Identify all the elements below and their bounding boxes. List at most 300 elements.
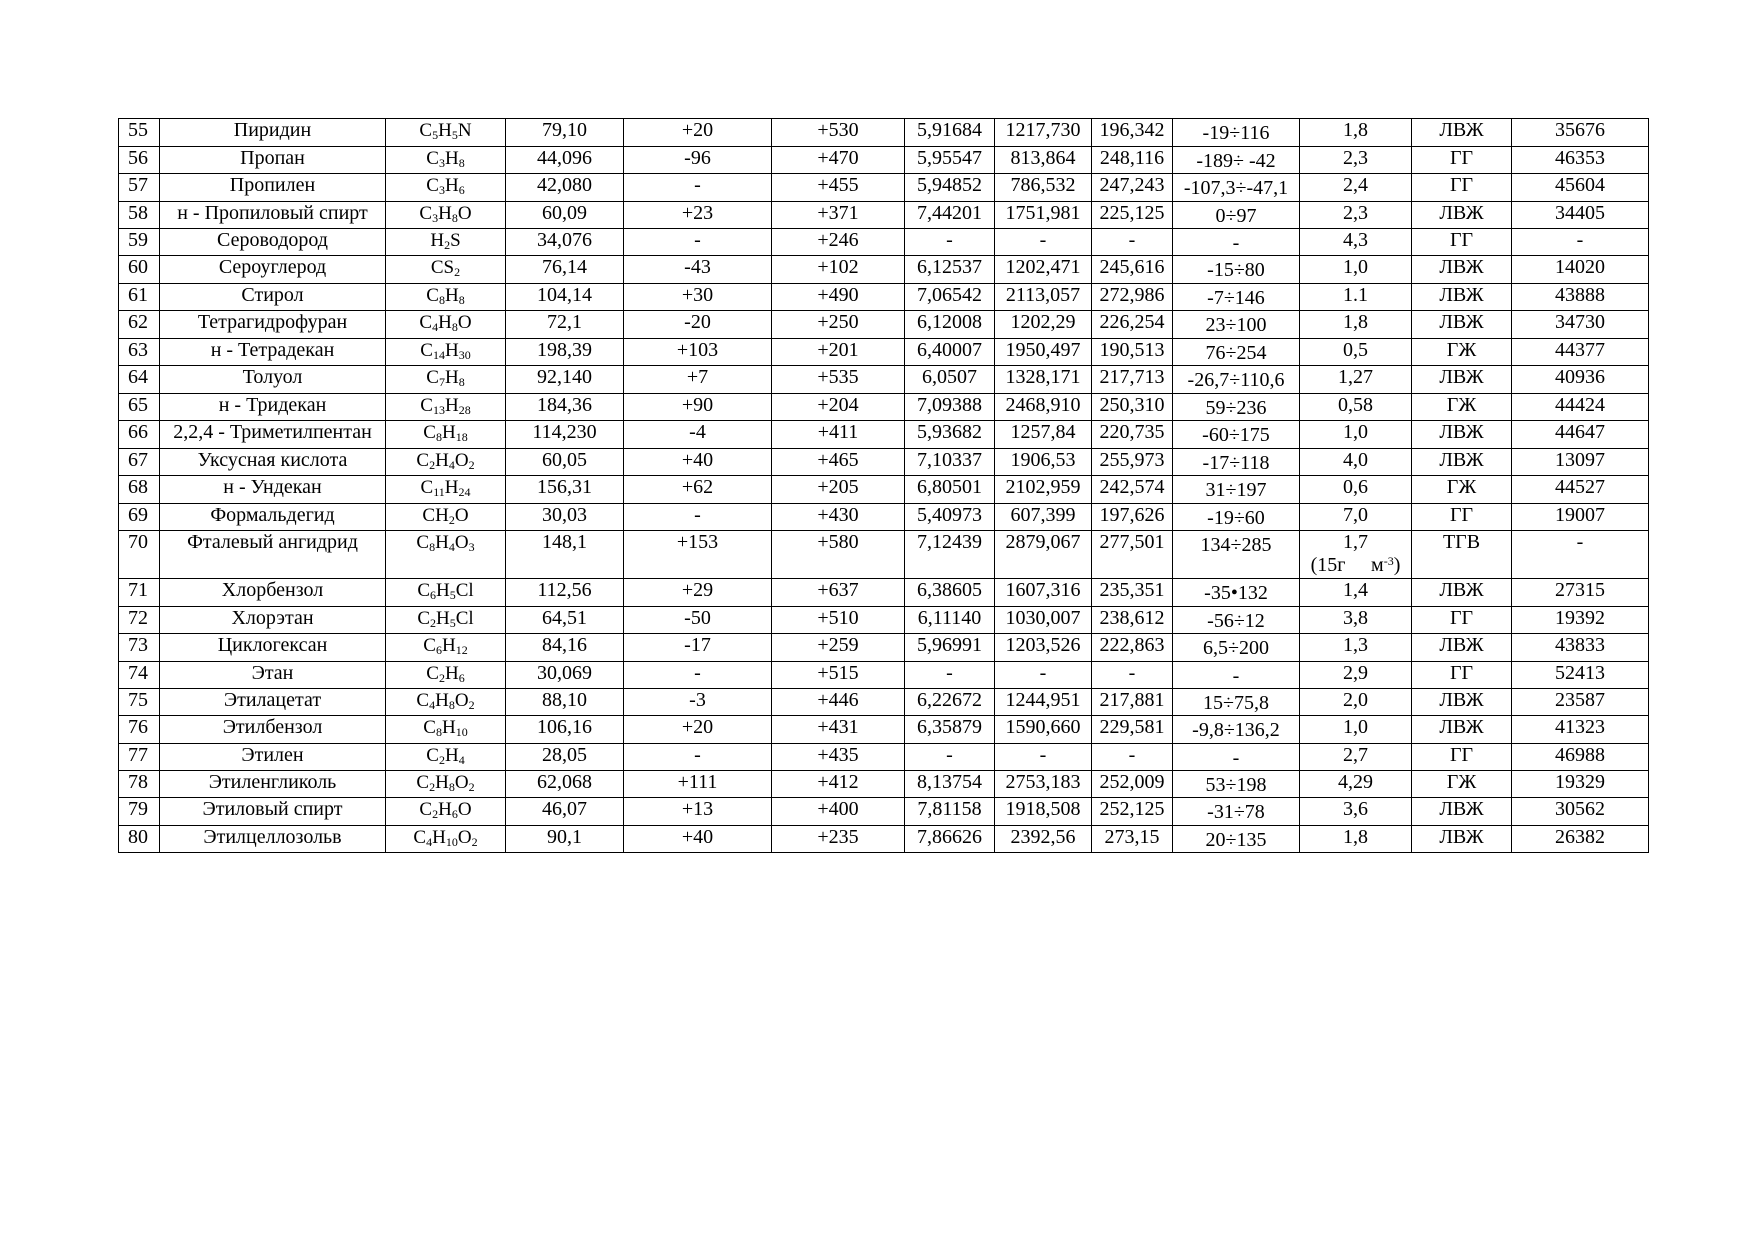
heat-of-combustion-cell: 40936	[1512, 366, 1649, 394]
ignition-temperature-cell: +235	[772, 825, 905, 853]
heat-of-combustion-cell: 19329	[1512, 770, 1649, 798]
ignition-temperature-cell: +250	[772, 311, 905, 339]
temperature-range-cell: 0÷97	[1173, 201, 1300, 229]
formula-subscript: 2	[429, 779, 436, 794]
formula-element: C	[423, 717, 436, 738]
formula-element: CS	[430, 257, 455, 278]
formula-element: H	[444, 284, 459, 306]
row-number-cell: 67	[119, 448, 160, 476]
formula-subscript: 2	[448, 512, 455, 527]
molar-mass-cell: 84,16	[506, 634, 624, 662]
substance-name-cell: Сероуглерод	[160, 256, 386, 284]
antoine-b-cell: 1217,730	[995, 119, 1092, 147]
molar-mass-cell: 34,076	[506, 229, 624, 256]
ignition-temperature-cell: +246	[772, 229, 905, 256]
formula-element: H	[438, 799, 452, 820]
antoine-c-cell: 235,351	[1092, 579, 1173, 607]
heat-of-combustion-cell: 44527	[1512, 476, 1649, 504]
chemical-formula-cell	[386, 201, 506, 229]
formula-subscript: 2	[438, 670, 445, 685]
chemical-formula-cell	[386, 634, 506, 662]
antoine-c-cell: -	[1092, 229, 1173, 256]
temperature-range-cell: 59÷236	[1173, 393, 1300, 421]
temperature-range-cell: 23÷100	[1173, 311, 1300, 339]
formula-element: C	[420, 477, 434, 498]
formula-element: H	[438, 312, 452, 333]
formula-element: O	[457, 202, 472, 224]
antoine-c-cell: 196,342	[1092, 119, 1173, 147]
ignition-temperature-cell: +446	[772, 688, 905, 716]
hazard-class-cell: ЛВЖ	[1412, 716, 1512, 744]
table-body	[119, 119, 1649, 853]
antoine-a-cell: 6,35879	[905, 716, 995, 744]
row-number-cell: 60	[119, 256, 160, 284]
antoine-c-cell: 248,116	[1092, 146, 1173, 174]
hazard-class-cell: ЛВЖ	[1412, 256, 1512, 284]
chemical-formula-cell	[386, 661, 506, 688]
ignition-temperature-cell: +455	[772, 174, 905, 202]
antoine-c-cell: 255,973	[1092, 448, 1173, 476]
antoine-b-cell: 1257,84	[995, 421, 1092, 449]
antoine-c-cell: -	[1092, 661, 1173, 688]
table-row	[119, 579, 1649, 607]
antoine-b-cell: 2392,56	[995, 825, 1092, 853]
temperature-range-cell: 76÷254	[1173, 338, 1300, 366]
antoine-b-cell: -	[995, 661, 1092, 688]
formula-subscript: 3	[468, 540, 475, 554]
antoine-a-cell: 5,96991	[905, 634, 995, 662]
chemical-formula-cell	[386, 798, 506, 826]
antoine-a-cell: 5,91684	[905, 119, 995, 147]
row-number-cell: 76	[119, 716, 160, 744]
temperature-range-cell: -9,8÷136,2	[1173, 716, 1300, 744]
antoine-a-cell: 7,86626	[905, 825, 995, 853]
lower-explosive-limit-cell: 2,3	[1300, 146, 1412, 174]
antoine-b-cell: 1244,951	[995, 688, 1092, 716]
formula-subscript: 5	[432, 128, 439, 142]
hazard-class-cell: ГГ	[1412, 743, 1512, 770]
temperature-range-cell: 31÷197	[1173, 476, 1300, 504]
antoine-b-cell: 1328,171	[995, 366, 1092, 394]
formula-element: N	[457, 120, 472, 141]
row-number-cell: 80	[119, 825, 160, 853]
lower-explosive-limit-cell: 1,3	[1300, 634, 1412, 662]
formula-element: H	[444, 394, 459, 416]
formula-subscript: 30	[458, 347, 471, 362]
hazard-class-cell: ЛВЖ	[1412, 634, 1512, 662]
heat-of-combustion-cell: 23587	[1512, 688, 1649, 716]
antoine-a-cell: 7,12439	[905, 531, 995, 579]
unit-exponent: -3	[1383, 554, 1394, 568]
formula-subscript: 10	[455, 725, 468, 739]
substance-name-cell: Сероводород	[160, 229, 386, 256]
chemical-formula-cell	[386, 448, 506, 476]
ignition-temperature-cell: +431	[772, 716, 905, 744]
table-row	[119, 338, 1649, 366]
formula-subscript: 2	[432, 807, 439, 821]
hazard-class-cell: ГГ	[1412, 661, 1512, 688]
lower-explosive-limit-value: 1,7	[1343, 531, 1368, 553]
heat-of-combustion-cell: 43833	[1512, 634, 1649, 662]
substance-properties-table	[118, 118, 1649, 853]
formula-subscript: 8	[451, 210, 458, 225]
formula-element: S	[450, 230, 461, 251]
molar-mass-cell: 28,05	[506, 743, 624, 770]
table-row	[119, 311, 1649, 339]
antoine-b-cell: 1202,471	[995, 256, 1092, 284]
antoine-b-cell: 2753,183	[995, 770, 1092, 798]
formula-element: O	[454, 689, 469, 711]
row-number-cell: 65	[119, 393, 160, 421]
temperature-range-cell: -15÷80	[1173, 256, 1300, 284]
chemical-formula-cell	[386, 229, 506, 256]
antoine-a-cell: 5,40973	[905, 503, 995, 531]
formula-element: C	[423, 422, 436, 443]
formula-element: H	[435, 689, 449, 711]
formula-subscript: 2	[468, 779, 475, 794]
chemical-formula-cell	[386, 743, 506, 770]
lower-explosive-limit-cell: 1,0	[1300, 256, 1412, 284]
ignition-temperature-cell: +430	[772, 503, 905, 531]
formula-subscript: 11	[433, 485, 445, 499]
formula-element: C	[426, 175, 439, 196]
formula-element: C	[426, 367, 439, 388]
chemical-formula-cell	[386, 283, 506, 311]
molar-mass-cell: 76,14	[506, 256, 624, 284]
heat-of-combustion-cell: 30562	[1512, 798, 1649, 826]
molar-mass-cell: 148,1	[506, 531, 624, 579]
hazard-class-cell: ЛВЖ	[1412, 201, 1512, 229]
row-number-cell: 73	[119, 634, 160, 662]
antoine-b-cell: 2468,910	[995, 393, 1092, 421]
row-number-cell: 57	[119, 174, 160, 202]
formula-element: H	[436, 607, 450, 629]
heat-of-combustion-cell: 19007	[1512, 503, 1649, 531]
hazard-class-cell: ЛВЖ	[1412, 311, 1512, 339]
antoine-c-cell: 238,612	[1092, 606, 1173, 634]
formula-element: C	[416, 532, 430, 553]
table-row	[119, 743, 1649, 770]
formula-element: C	[416, 771, 430, 793]
formula-subscript: 10	[445, 834, 458, 849]
antoine-b-cell: 1030,007	[995, 606, 1092, 634]
hazard-class-cell: ГЖ	[1412, 338, 1512, 366]
table-row	[119, 201, 1649, 229]
temperature-range-cell: -17÷118	[1173, 448, 1300, 476]
flash-point-cell: +103	[624, 338, 772, 366]
formula-element: O	[457, 799, 472, 820]
formula-subscript: 7	[438, 375, 445, 389]
ignition-temperature-cell: +102	[772, 256, 905, 284]
flash-point-cell: -	[624, 229, 772, 256]
formula-element: H	[444, 147, 459, 169]
table-row	[119, 229, 1649, 256]
row-number-cell: 71	[119, 579, 160, 607]
formula-subscript: 4	[432, 320, 439, 334]
heat-of-combustion-cell: 35676	[1512, 119, 1649, 147]
substance-name-cell: Фталевый ангидрид	[160, 531, 386, 579]
formula-element: C	[423, 635, 436, 656]
molar-mass-cell: 60,05	[506, 448, 624, 476]
formula-element: H	[438, 120, 452, 141]
formula-element: C	[419, 202, 433, 224]
formula-element: H	[444, 367, 459, 388]
molar-mass-cell: 184,36	[506, 393, 624, 421]
heat-of-combustion-cell: 44647	[1512, 421, 1649, 449]
formula-element: H	[432, 826, 446, 848]
chemical-formula-cell	[386, 531, 506, 579]
ignition-temperature-cell: +205	[772, 476, 905, 504]
chemical-formula-cell	[386, 311, 506, 339]
formula-subscript: 4	[448, 540, 455, 554]
chemical-formula-cell	[386, 421, 506, 449]
formula-subscript: 18	[455, 430, 468, 444]
lower-explosive-limit-cell: 2,4	[1300, 174, 1412, 202]
heat-of-combustion-cell: 41323	[1512, 716, 1649, 744]
ignition-temperature-cell: +465	[772, 448, 905, 476]
antoine-c-cell: 245,616	[1092, 256, 1173, 284]
ignition-temperature-cell: +535	[772, 366, 905, 394]
antoine-c-cell: -	[1092, 743, 1173, 770]
row-number-cell: 74	[119, 661, 160, 688]
heat-of-combustion-cell: 13097	[1512, 448, 1649, 476]
row-number-cell: 55	[119, 119, 160, 147]
substance-name-cell: 2,2,4 - Триметилпентан	[160, 421, 386, 449]
flash-point-cell: +20	[624, 716, 772, 744]
substance-name-cell: Этилацетат	[160, 688, 386, 716]
substance-name-cell: Уксусная кислота	[160, 448, 386, 476]
formula-subscript: 8	[448, 697, 455, 712]
formula-subscript: 5	[449, 588, 456, 602]
formula-element: H	[444, 662, 459, 684]
table-row	[119, 503, 1649, 531]
row-number-cell: 77	[119, 743, 160, 770]
hazard-class-cell: ГЖ	[1412, 393, 1512, 421]
antoine-a-cell: -	[905, 661, 995, 688]
antoine-a-cell: 8,13754	[905, 770, 995, 798]
row-number-cell: 66	[119, 421, 160, 449]
chemical-formula-cell	[386, 366, 506, 394]
substance-name-cell: Хлорэтан	[160, 606, 386, 634]
lower-explosive-limit-cell: 2,7	[1300, 743, 1412, 770]
heat-of-combustion-cell: -	[1512, 229, 1649, 256]
flash-point-cell: +90	[624, 393, 772, 421]
flash-point-cell: -	[624, 503, 772, 531]
formula-element: H	[441, 635, 456, 656]
antoine-a-cell: 7,09388	[905, 393, 995, 421]
substance-name-cell: Циклогексан	[160, 634, 386, 662]
formula-element: C	[426, 284, 439, 306]
molar-mass-cell: 90,1	[506, 825, 624, 853]
flash-point-cell: +30	[624, 283, 772, 311]
lower-explosive-limit-cell: 1,8	[1300, 825, 1412, 853]
molar-mass-cell: 62,068	[506, 770, 624, 798]
ignition-temperature-cell: +259	[772, 634, 905, 662]
antoine-c-cell: 220,735	[1092, 421, 1173, 449]
row-number-cell: 69	[119, 503, 160, 531]
molar-mass-cell: 198,39	[506, 338, 624, 366]
substance-name-cell: н - Пропиловый спирт	[160, 201, 386, 229]
substance-name-cell: Пропилен	[160, 174, 386, 202]
row-number-cell: 79	[119, 798, 160, 826]
ignition-temperature-cell: +470	[772, 146, 905, 174]
lower-explosive-limit-cell: 4,3	[1300, 229, 1412, 256]
chemical-formula-cell	[386, 256, 506, 284]
formula-element: CH	[422, 504, 449, 526]
table-row	[119, 770, 1649, 798]
ignition-temperature-cell: +400	[772, 798, 905, 826]
lower-explosive-limit-cell: 0,6	[1300, 476, 1412, 504]
formula-subscript: 28	[458, 402, 471, 417]
ignition-temperature-cell: +510	[772, 606, 905, 634]
lower-explosive-limit-cell: 1.1	[1300, 283, 1412, 311]
formula-element: C	[419, 312, 433, 333]
flash-point-cell: +40	[624, 825, 772, 853]
molar-mass-cell: 60,09	[506, 201, 624, 229]
temperature-range-cell: -	[1173, 661, 1300, 688]
chemical-formula-cell	[386, 476, 506, 504]
chemical-formula-cell	[386, 119, 506, 147]
heat-of-combustion-cell: 52413	[1512, 661, 1649, 688]
substance-name-cell: Этилбензол	[160, 716, 386, 744]
antoine-b-cell: -	[995, 229, 1092, 256]
formula-element: C	[416, 449, 430, 471]
formula-subscript: 8	[458, 375, 465, 389]
hazard-class-cell: ТГВ	[1412, 531, 1512, 579]
formula-subscript: 2	[454, 265, 461, 279]
ignition-temperature-cell: +435	[772, 743, 905, 770]
antoine-a-cell: 6,11140	[905, 606, 995, 634]
antoine-b-cell: 2879,067	[995, 531, 1092, 579]
lower-explosive-limit-cell: 0,58	[1300, 393, 1412, 421]
antoine-a-cell: 6,22672	[905, 688, 995, 716]
table-row	[119, 688, 1649, 716]
antoine-a-cell: 6,0507	[905, 366, 995, 394]
formula-element: O	[454, 449, 469, 471]
ignition-temperature-cell: +515	[772, 661, 905, 688]
ignition-temperature-cell: +530	[772, 119, 905, 147]
table-row	[119, 393, 1649, 421]
temperature-range-cell: -60÷175	[1173, 421, 1300, 449]
formula-subscript: 8	[448, 779, 455, 794]
temperature-range-cell: 6,5÷200	[1173, 634, 1300, 662]
antoine-b-cell: 1751,981	[995, 201, 1092, 229]
hazard-class-cell: ГЖ	[1412, 476, 1512, 504]
table-row	[119, 716, 1649, 744]
temperature-range-cell: -35•132	[1173, 579, 1300, 607]
flash-point-cell: +153	[624, 531, 772, 579]
formula-subscript: 4	[458, 752, 465, 767]
lower-explosive-limit-cell: 4,0	[1300, 448, 1412, 476]
formula-element: C	[416, 689, 430, 711]
lower-explosive-limit-cell	[1300, 531, 1412, 579]
heat-of-combustion-cell: 34730	[1512, 311, 1649, 339]
formula-element: C	[413, 826, 427, 848]
unit-close: )	[1393, 554, 1401, 576]
chemical-formula-cell	[386, 716, 506, 744]
temperature-range-cell: -189÷ -42	[1173, 146, 1300, 174]
substance-name-cell: Этиленгликоль	[160, 770, 386, 798]
table-row	[119, 798, 1649, 826]
flash-point-cell: +23	[624, 201, 772, 229]
antoine-c-cell: 252,009	[1092, 770, 1173, 798]
lower-explosive-limit-cell: 7,0	[1300, 503, 1412, 531]
molar-mass-cell: 92,140	[506, 366, 624, 394]
formula-element: H	[436, 580, 450, 601]
row-number-cell: 64	[119, 366, 160, 394]
temperature-range-cell: 53÷198	[1173, 770, 1300, 798]
molar-mass-cell: 106,16	[506, 716, 624, 744]
antoine-a-cell: 7,44201	[905, 201, 995, 229]
table-row	[119, 448, 1649, 476]
antoine-b-cell: 1202,29	[995, 311, 1092, 339]
table-row	[119, 476, 1649, 504]
lower-explosive-limit-cell: 3,8	[1300, 606, 1412, 634]
flash-point-cell: +7	[624, 366, 772, 394]
row-number-cell: 63	[119, 338, 160, 366]
heat-of-combustion-cell: -	[1512, 531, 1649, 579]
flash-point-cell: +62	[624, 476, 772, 504]
molar-mass-cell: 114,230	[506, 421, 624, 449]
substance-name-cell: Формальдегид	[160, 503, 386, 531]
substance-name-cell: н - Тетрадекан	[160, 338, 386, 366]
flash-point-cell: +29	[624, 579, 772, 607]
temperature-range-cell: 15÷75,8	[1173, 688, 1300, 716]
antoine-c-cell: 250,310	[1092, 393, 1173, 421]
antoine-a-cell: 5,93682	[905, 421, 995, 449]
heat-of-combustion-cell: 34405	[1512, 201, 1649, 229]
ignition-temperature-cell: +411	[772, 421, 905, 449]
antoine-c-cell: 226,254	[1092, 311, 1173, 339]
molar-mass-cell: 72,1	[506, 311, 624, 339]
table-row	[119, 283, 1649, 311]
formula-subscript: 8	[458, 155, 465, 170]
ignition-temperature-cell: +204	[772, 393, 905, 421]
row-number-cell: 62	[119, 311, 160, 339]
antoine-c-cell: 277,501	[1092, 531, 1173, 579]
formula-subscript: 2	[444, 238, 451, 252]
substance-name-cell: Пиридин	[160, 119, 386, 147]
formula-element: C	[420, 394, 433, 416]
chemical-formula-cell	[386, 688, 506, 716]
antoine-b-cell: 786,532	[995, 174, 1092, 202]
row-number-cell: 68	[119, 476, 160, 504]
formula-subscript: 5	[449, 615, 456, 630]
antoine-a-cell: 6,40007	[905, 338, 995, 366]
molar-mass-cell: 112,56	[506, 579, 624, 607]
formula-subscript: 8	[435, 725, 442, 739]
flash-point-cell: +20	[624, 119, 772, 147]
antoine-c-cell: 242,574	[1092, 476, 1173, 504]
substance-name-cell: Этан	[160, 661, 386, 688]
flash-point-cell: -96	[624, 146, 772, 174]
lower-explosive-limit-cell: 1,0	[1300, 716, 1412, 744]
flash-point-cell: -	[624, 661, 772, 688]
substance-name-cell: Тетрагидрофуран	[160, 311, 386, 339]
formula-subscript: 2	[429, 457, 436, 472]
flash-point-cell: -	[624, 743, 772, 770]
formula-element: H	[441, 422, 456, 443]
table-row	[119, 366, 1649, 394]
formula-subscript: 6	[451, 807, 458, 821]
molar-mass-cell: 156,31	[506, 476, 624, 504]
formula-subscript: 4	[426, 834, 433, 849]
molar-mass-cell: 30,069	[506, 661, 624, 688]
lower-explosive-limit-cell: 3,6	[1300, 798, 1412, 826]
formula-subscript: 8	[451, 320, 458, 334]
formula-element: H	[444, 477, 459, 498]
table-row	[119, 634, 1649, 662]
